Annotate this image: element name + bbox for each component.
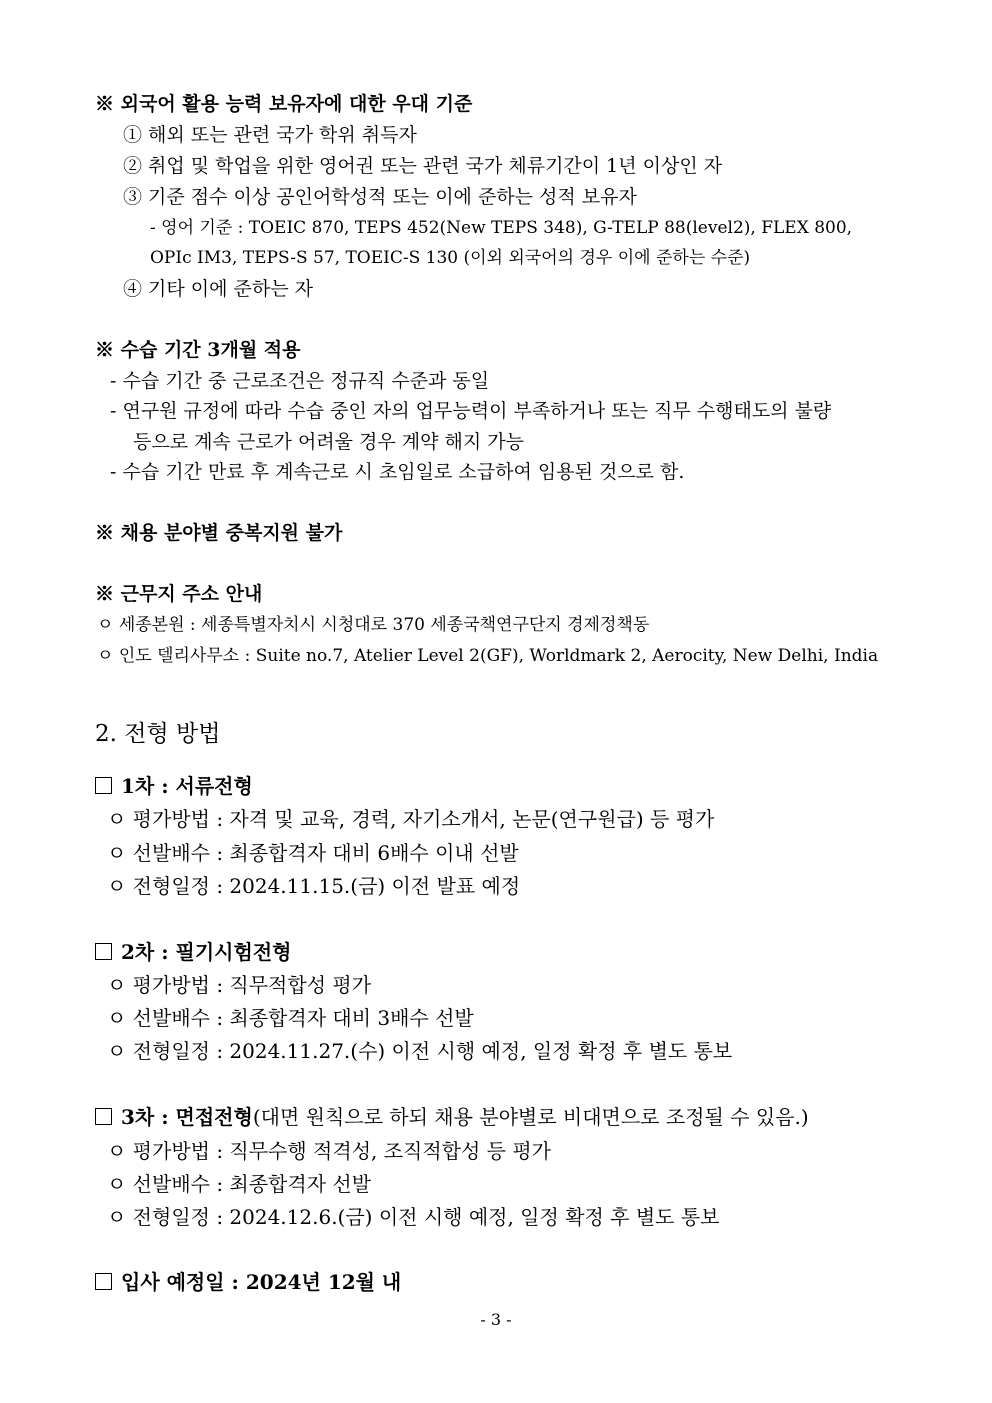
stage1-item-3: ㅇ 전형일정 : 2024.11.15.(금) 이전 발표 예정 bbox=[107, 874, 521, 898]
page-number: - 3 - bbox=[480, 1310, 512, 1329]
stage3-item-1: ㅇ 평가방법 : 직무수행 적격성, 조직적합성 등 평가 bbox=[107, 1139, 551, 1163]
stage1-title bbox=[95, 774, 253, 798]
foreign-lang-item-2: ② 취업 및 학업을 위한 영어권 또는 관련 국가 체류기간이 1년 이상인 자 bbox=[123, 155, 723, 177]
probation-line-4: - 수습 기간 만료 후 계속근로 시 초임일로 소급하여 임용된 것으로 함. bbox=[110, 461, 685, 483]
stage2-item-2: ㅇ 선발배수 : 최종합격자 대비 3배수 선발 bbox=[107, 1006, 474, 1030]
english-criteria-line-2: OPIc IM3, TEPS-S 57, TOEIC-S 130 (이외 외국어의 경우 이에 준하는 수준) bbox=[150, 248, 751, 268]
duplicate-title: ※ 채용 분야별 중복지원 불가 bbox=[95, 522, 343, 544]
stage2-item-3: ㅇ 전형일정 : 2024.11.27.(수) 이전 시행 예정, 일정 확정 후 별도 통보 bbox=[107, 1039, 733, 1063]
probation-title: ※ 수습 기간 3개월 적용 bbox=[95, 339, 301, 361]
section-heading: 2. 전형 방법 bbox=[95, 721, 221, 747]
address-title: ※ 근무지 주소 안내 bbox=[95, 583, 263, 605]
checkbox-icon bbox=[95, 1108, 112, 1125]
checkbox-icon bbox=[95, 777, 112, 794]
probation-line-3: 등으로 계속 근로가 어려울 경우 계약 해지 가능 bbox=[133, 431, 525, 453]
stage3-item-3: ㅇ 전형일정 : 2024.12.6.(금) 이전 시행 예정, 일정 확정 후 별도 통보 bbox=[107, 1205, 720, 1229]
foreign-lang-item-3: ③ 기준 점수 이상 공인어학성적 또는 이에 준하는 성적 보유자 bbox=[123, 186, 637, 208]
probation-line-2: - 연구원 규정에 따라 수습 중인 자의 업무능력이 부족하거나 또는 직무 수행태도의 불량 bbox=[110, 400, 832, 422]
stage3-item-2: ㅇ 선발배수 : 최종합격자 선발 bbox=[107, 1172, 372, 1196]
foreign-lang-item-4: ④ 기타 이에 준하는 자 bbox=[123, 278, 313, 300]
stage1-item-2: ㅇ 선발배수 : 최종합격자 대비 6배수 이내 선발 bbox=[107, 841, 519, 865]
address-sejong: ㅇ 세종본원 : 세종특별자치시 시청대로 370 세종국책연구단지 경제정책동 bbox=[97, 615, 650, 635]
stage3-title-text: 3차 : 면접전형 bbox=[121, 1105, 253, 1129]
stage2-item-1: ㅇ 평가방법 : 직무적합성 평가 bbox=[107, 973, 372, 997]
stage2-title-text: 2차 : 필기시험전형 bbox=[121, 940, 292, 964]
stage3-note: (대면 원칙으로 하되 채용 분야별로 비대면으로 조정될 수 있음.) bbox=[252, 1105, 809, 1129]
stage1-title-text: 1차 : 서류전형 bbox=[121, 774, 253, 798]
checkbox-icon bbox=[95, 943, 112, 960]
address-delhi: ㅇ 인도 델리사무소 : Suite no.7, Atelier Level 2(GF), Worldmark 2, Aerocity, New Delhi, India bbox=[97, 646, 879, 666]
stage1-item-1: ㅇ 평가방법 : 자격 및 교육, 경력, 자기소개서, 논문(연구원급) 등 평가 bbox=[107, 807, 715, 831]
stage3-title bbox=[95, 1105, 809, 1129]
checkbox-icon bbox=[95, 1273, 112, 1290]
stage2-title bbox=[95, 940, 291, 964]
start-date-text: 입사 예정일 : 2024년 12월 내 bbox=[121, 1270, 402, 1294]
foreign-lang-title: ※ 외국어 활용 능력 보유자에 대한 우대 기준 bbox=[95, 93, 473, 115]
english-criteria-line-1: - 영어 기준 : TOEIC 870, TEPS 452(New TEPS 348), G-TELP 88(level2), FLEX 800, bbox=[150, 218, 853, 238]
probation-line-1: - 수습 기간 중 근로조건은 정규직 수준과 동일 bbox=[110, 370, 490, 392]
foreign-lang-item-1: ① 해외 또는 관련 국가 학위 취득자 bbox=[123, 124, 417, 146]
start-date bbox=[95, 1270, 401, 1294]
